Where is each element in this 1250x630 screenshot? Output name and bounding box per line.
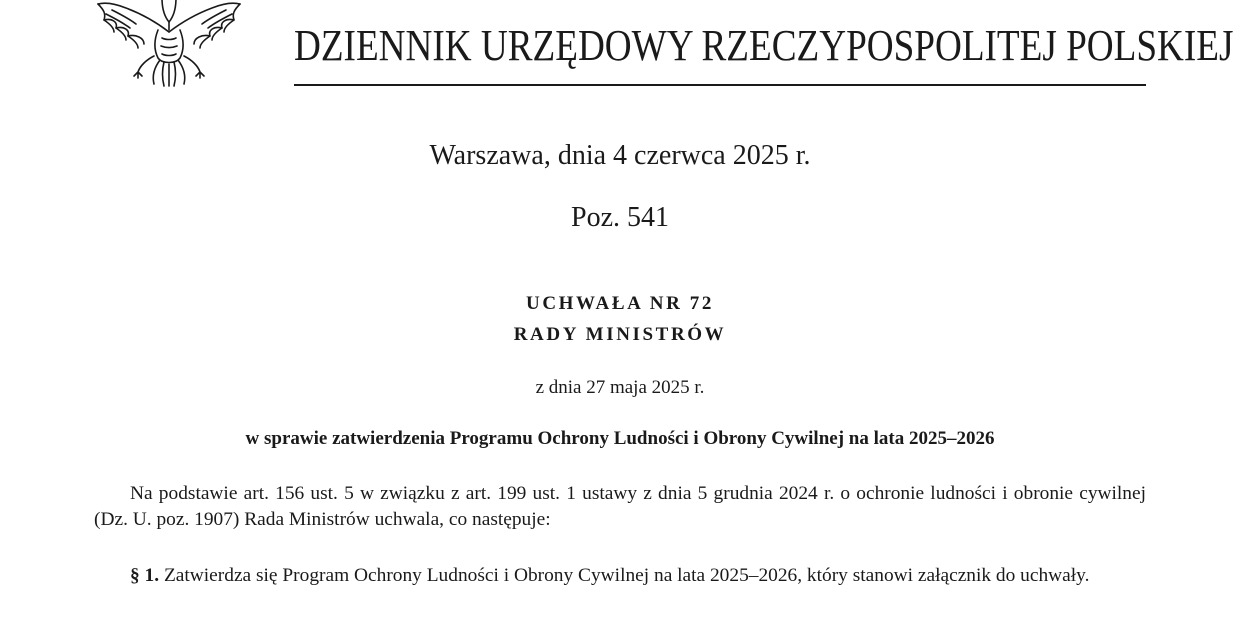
section-1-paragraph xyxy=(94,563,1146,589)
issue-place-date: Warszawa, dnia 4 czerwca 2025 r. xyxy=(429,140,811,171)
resolution-number: UCHWAŁA NR 72 xyxy=(526,293,714,314)
section-1-text: Zatwierdza się Program Ochrony Ludności i Obrony Cywilnej na lata 2025–2026, który stanowi załącznik do uchwały. xyxy=(163,565,1090,586)
resolution-subject: w sprawie zatwierdzenia Programu Ochrony Ludności i Obrony Cywilnej na lata 2025–2026 xyxy=(245,428,995,449)
title-divider xyxy=(294,84,1146,86)
legal-basis-paragraph: Na podstawie art. 156 ust. 5 w związku z art. 199 ust. 1 ustawy z dnia 5 grudnia 2024 r. o ochronie ludności i obronie cywilnej (Dz. U. poz. 1907) Rada Ministrów uchwala, co następuje: xyxy=(94,483,1146,530)
resolution-issuer: RADY MINISTRÓW xyxy=(513,324,727,345)
issue-position: Poz. 541 xyxy=(571,202,669,233)
journal-title: DZIENNIK URZĘDOWY RZECZYPOSPOLITEJ POLSKIEJ xyxy=(294,21,1234,70)
section-1-mark: § 1. xyxy=(130,565,160,586)
white-eagle-emblem-icon xyxy=(92,0,246,88)
resolution-date: z dnia 27 maja 2025 r. xyxy=(535,377,705,398)
